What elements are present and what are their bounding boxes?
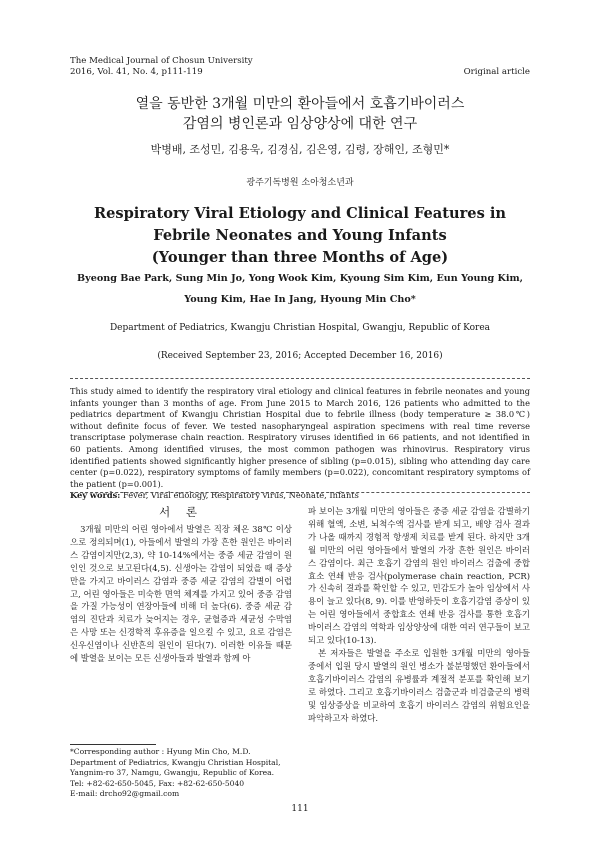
footnote-line: Tel: +82-62-650-5045, Fax: +82-62-650-5040 (70, 778, 245, 788)
english-title-line: Febrile Neonates and Young Infants (153, 227, 447, 244)
left-column (70, 505, 292, 665)
footnote-line: E-mail: drcho92@gmail.com (70, 789, 180, 799)
right-column (308, 505, 530, 724)
english-authors-line: Byeong Bae Park, Sung Min Jo, Yong Wook Kim, Kyoung Sim Kim, Eun Young Kim, (77, 273, 523, 284)
korean-authors: 박병배, 조성민, 김용욱, 김경심, 김은영, 김령, 장해인, 조형민* (150, 143, 450, 156)
corresponding-author-footnote (70, 747, 292, 800)
article-type: Original article (463, 67, 530, 77)
footnote-line: Yangnim-ro 37, Namgu, Gwangju, Republic of Korea. (70, 768, 275, 778)
keywords-text: Fever, Viral etiology, Respiratory virus, Neonate, Infants (122, 490, 359, 501)
english-title-line: Respiratory Viral Etiology and Clinical Features in (93, 205, 507, 222)
abstract (70, 386, 530, 502)
journal-info (70, 56, 253, 78)
body-paragraph: 3개월 미만의 어린 영아에서 발열은 직장 체온 38℃ 이상으로 정의되며(1), 아들에서 발열의 가장 흔한 원인은 바이러스 감염이지만(2,3), 약 10-14%에서는 중증 세균 감염이 원인인 것으로 보고된다(4,5). 신생아는 감염이 되었을 때 증상만을 가지고 바이러스 감염과 중증 세균 감염의 감별이 어렵고, 어린 영아들은 미숙한 면역 체계를 가지고 있어 중증 감염을 가질 가능성이 연장아들에 비해 더 높다(6). 중증 세균 감염의 진단과 치료가 늦어지는 경우, 균혈증과 세균성 수막염은 사망 또는 신경학적 후유증을 일으킬 수 있고, 요로 감염은 신우신염이나 신반흔의 원인이 된다(7). 이러한 이유들 때문에 발열을 보이는 모든 신생아들과 발열과 함께 아 (70, 524, 292, 664)
section-heading: 서 론 (159, 505, 203, 519)
keywords-label: Key words: (70, 490, 121, 501)
english-title-line: (Younger than three Months of Age) (151, 249, 449, 266)
english-authors (0, 268, 600, 310)
english-authors-line: Young Kim, Hae In Jang, Hyoung Min Cho* (184, 294, 416, 305)
english-title (0, 203, 600, 269)
korean-affiliation: 광주기독병원 소아청소년과 (246, 178, 354, 188)
body-paragraph: 본 저자들은 발열을 주소로 입원한 3개월 미만의 영아들 중에서 입원 당시 발열의 원인 병소가 불분명했던 환아들에서 호흡기바이러스 감염의 유병률과 계절적 분포를 확인해 보기로 하였다. 그리고 호흡기바이러스 검출군과 비검출군의 병력 및 임상증상을 비교하여 호흡기 바이러스 감염의 위험요인을 파악하고자 하였다. (308, 647, 530, 723)
footnote-line: Department of Pediatrics, Kwangju Christian Hospital, (70, 757, 281, 767)
abstract-top-divider (70, 378, 530, 379)
abstract-body: This study aimed to identify the respiratory viral etiology and clinical features in febrile neonates and young infants younger than 3 months of age. From June 2015 to March 2016, 126 patients who admitted to the pediatrics department of Kwangju Christian Hospital due to febrile illness (body temperature ≥ 38.0℃) without definite focus of fever. We tested nasopharyngeal aspiration specimens with real time reverse transcriptase polymerase chain reaction. Respiratory viruses identified in 66 patients, and not identified in 60 patients. Among identified viruses, the most common pathogen was rhinovirus. Respiratory virus identified patients showed significantly higher presence of sibling (p=0.015), sibling who attending day care center (p=0.022), respiratory symptoms of family members (p=0.022), concomitant respiratory symptoms of the patient (p=0.001). (70, 386, 530, 489)
korean-title-line: 감염의 병인론과 임상양상에 대한 연구 (182, 116, 418, 132)
body-paragraph: 파 보이는 3개월 미만의 영아들은 중증 세균 감염을 감별하기 위해 혈액, 소변, 뇌척수액 검사를 받게 되고, 배양 검사 결과가 나올 때까지 경험적 항생제 치료를 받게 된다. 하지만 3개월 미만의 어린 영아들에서 발열의 가장 흔한 원인은 바이러스 감염이다. 최근 호흡기 감염의 원인 바이러스 검출에 중합효소 연쇄 반응 검사(polymerase chain reaction, PCR)가 신속히 결과를 확인할 수 있고, 민감도가 높아 임상에서 사용이 늘고 있다(8, 9). 이를 반영하듯이 호흡기감염 증상이 있는 어린 영아들에서 중합효소 연쇄 반응 검사를 통한 호흡기바이러스 감염의 역학과 임상양상에 대한 여러 연구들이 보고되고 있다(10-13). (308, 506, 530, 646)
journal-name: The Medical Journal of Chosun University (70, 56, 253, 66)
journal-volume: 2016, Vol. 41, No. 4, p111-119 (70, 67, 203, 77)
korean-title (0, 94, 600, 134)
page-number: 111 (291, 804, 309, 814)
english-affiliation: Department of Pediatrics, Kwangju Christian Hospital, Gwangju, Republic of Korea (109, 323, 491, 333)
footnote-line: *Corresponding author : Hyung Min Cho, M.D. (70, 747, 251, 756)
abstract-bottom-divider (70, 492, 530, 493)
footnote-divider (70, 744, 156, 745)
received-dates: (Received September 23, 2016; Accepted December 16, 2016) (157, 351, 443, 361)
korean-title-line: 열을 동반한 3개월 미만의 환아들에서 호흡기바이러스 (135, 96, 465, 112)
